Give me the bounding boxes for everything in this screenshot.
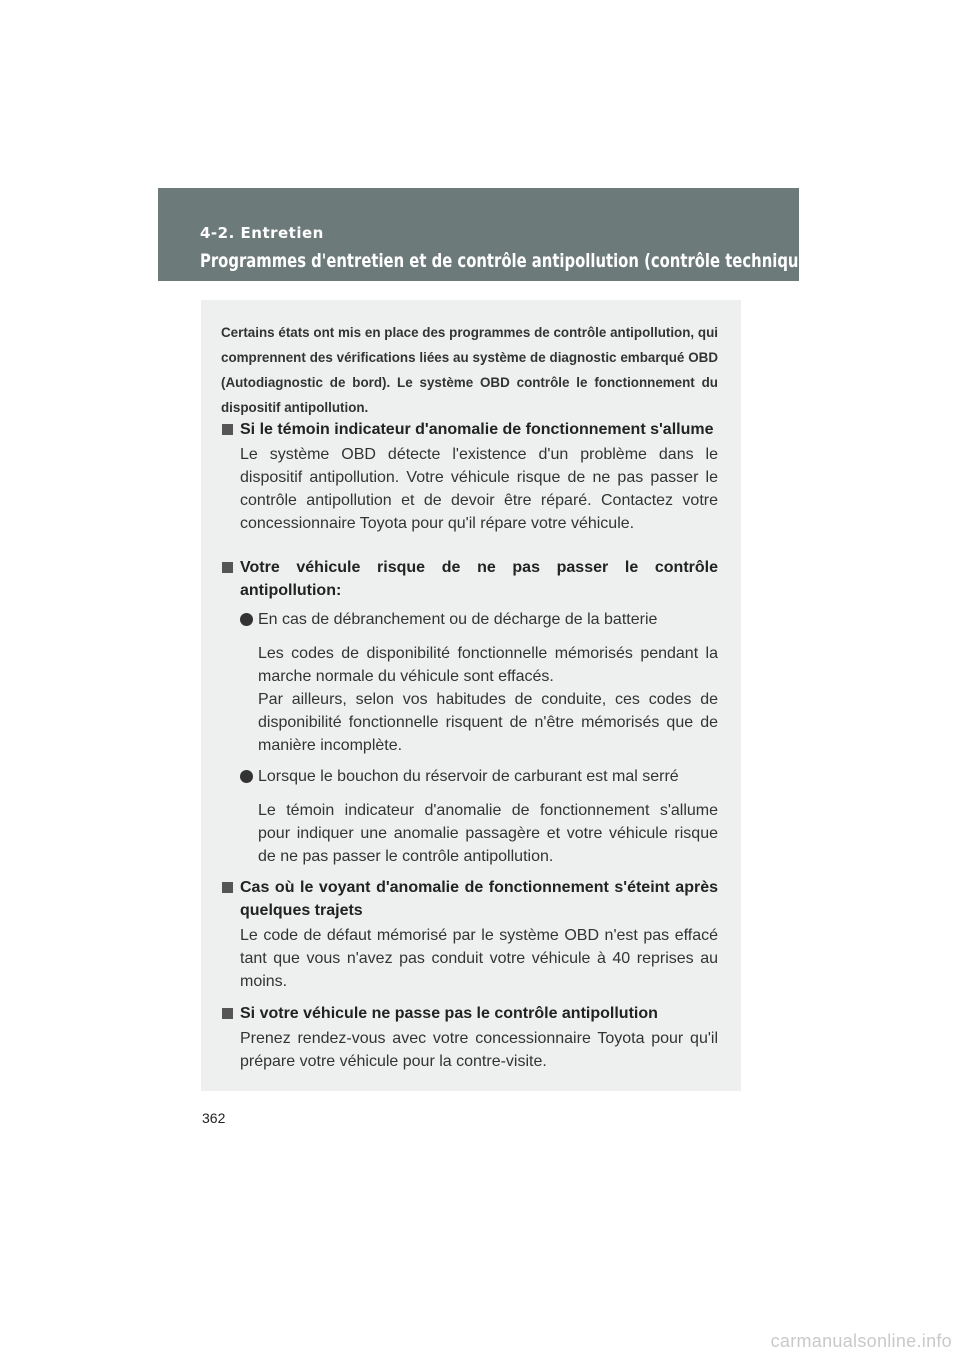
round-bullet-icon <box>240 770 253 783</box>
bullet-paragraph: Les codes de disponibilité fonctionnelle mémorisés pendant la marche normale du véhicule sont effacés. <box>258 645 718 685</box>
round-bullet-icon <box>240 613 253 626</box>
section-heading: Votre véhicule risque de ne pas passer le contrôle antipollution: <box>221 556 718 602</box>
bullet-paragraph: Par ailleurs, selon vos habitudes de conduite, ces codes de disponibilité fonctionnelle risquent de n'être mémorisés que de manière incomplète. <box>258 691 718 754</box>
bullet-title: Lorsque le bouchon du réservoir de carburant est mal serré <box>240 765 718 788</box>
section-heading: Cas où le voyant d'anomalie de fonctionnement s'éteint après quelques trajets <box>221 876 718 922</box>
square-bullet-icon <box>222 882 233 893</box>
section-body: Le système OBD détecte l'existence d'un problème dans le dispositif antipollution. Votre véhicule risque de ne pas passer le contrôle antipollution et de devoir être réparé. Contactez votre concessionnaire Toyota pour qu'il répare votre véhicule. <box>240 446 718 532</box>
list-item <box>240 608 718 757</box>
square-bullet-icon <box>222 424 233 435</box>
section-body: Prenez rendez-vous avec votre concessionnaire Toyota pour qu'il prépare votre véhicule pour la contre-visite. <box>240 1030 718 1070</box>
section-light-turns-off <box>221 876 718 993</box>
watermark: carmanualsonline.info <box>770 1331 952 1351</box>
section-body: Le code de défaut mémorisé par le système OBD n'est pas effacé tant que vous n'avez pas conduit votre véhicule à 40 reprises au moins. <box>240 927 718 990</box>
bullet-text <box>258 642 718 757</box>
page-title: Programmes d'entretien et de contrôle antipollution (contrôle technique) <box>200 250 816 272</box>
section-fails-inspection <box>221 1002 718 1073</box>
bullet-paragraph: Le témoin indicateur d'anomalie de fonctionnement s'allume pour indiquer une anomalie passagère et votre véhicule risque de ne pas passer le contrôle antipollution. <box>258 802 718 865</box>
square-bullet-icon <box>222 562 233 573</box>
page-number: 362 <box>202 1110 226 1126</box>
list-item <box>240 765 718 868</box>
section-heading: Si le témoin indicateur d'anomalie de fonctionnement s'allume <box>221 418 718 441</box>
intro-paragraph: Certains états ont mis en place des programmes de contrôle antipollution, qui comprennent des vérifications liées au système de diagnostic embarqué OBD (Autodiagnostic de bord). Le système OBD contrôle le fonctionnement du dispositif antipollution. <box>221 325 718 415</box>
page-header <box>158 188 816 281</box>
section-malfunction-light-on <box>221 418 718 535</box>
content-box <box>201 300 741 1091</box>
section-may-fail-inspection <box>221 556 718 868</box>
square-bullet-icon <box>222 1008 233 1019</box>
section-heading: Si votre véhicule ne passe pas le contrôle antipollution <box>221 1002 718 1025</box>
section-label: 4-2. Entretien <box>200 224 324 242</box>
bullet-title: En cas de débranchement ou de décharge de la batterie <box>240 608 718 631</box>
bullet-text <box>258 799 718 868</box>
